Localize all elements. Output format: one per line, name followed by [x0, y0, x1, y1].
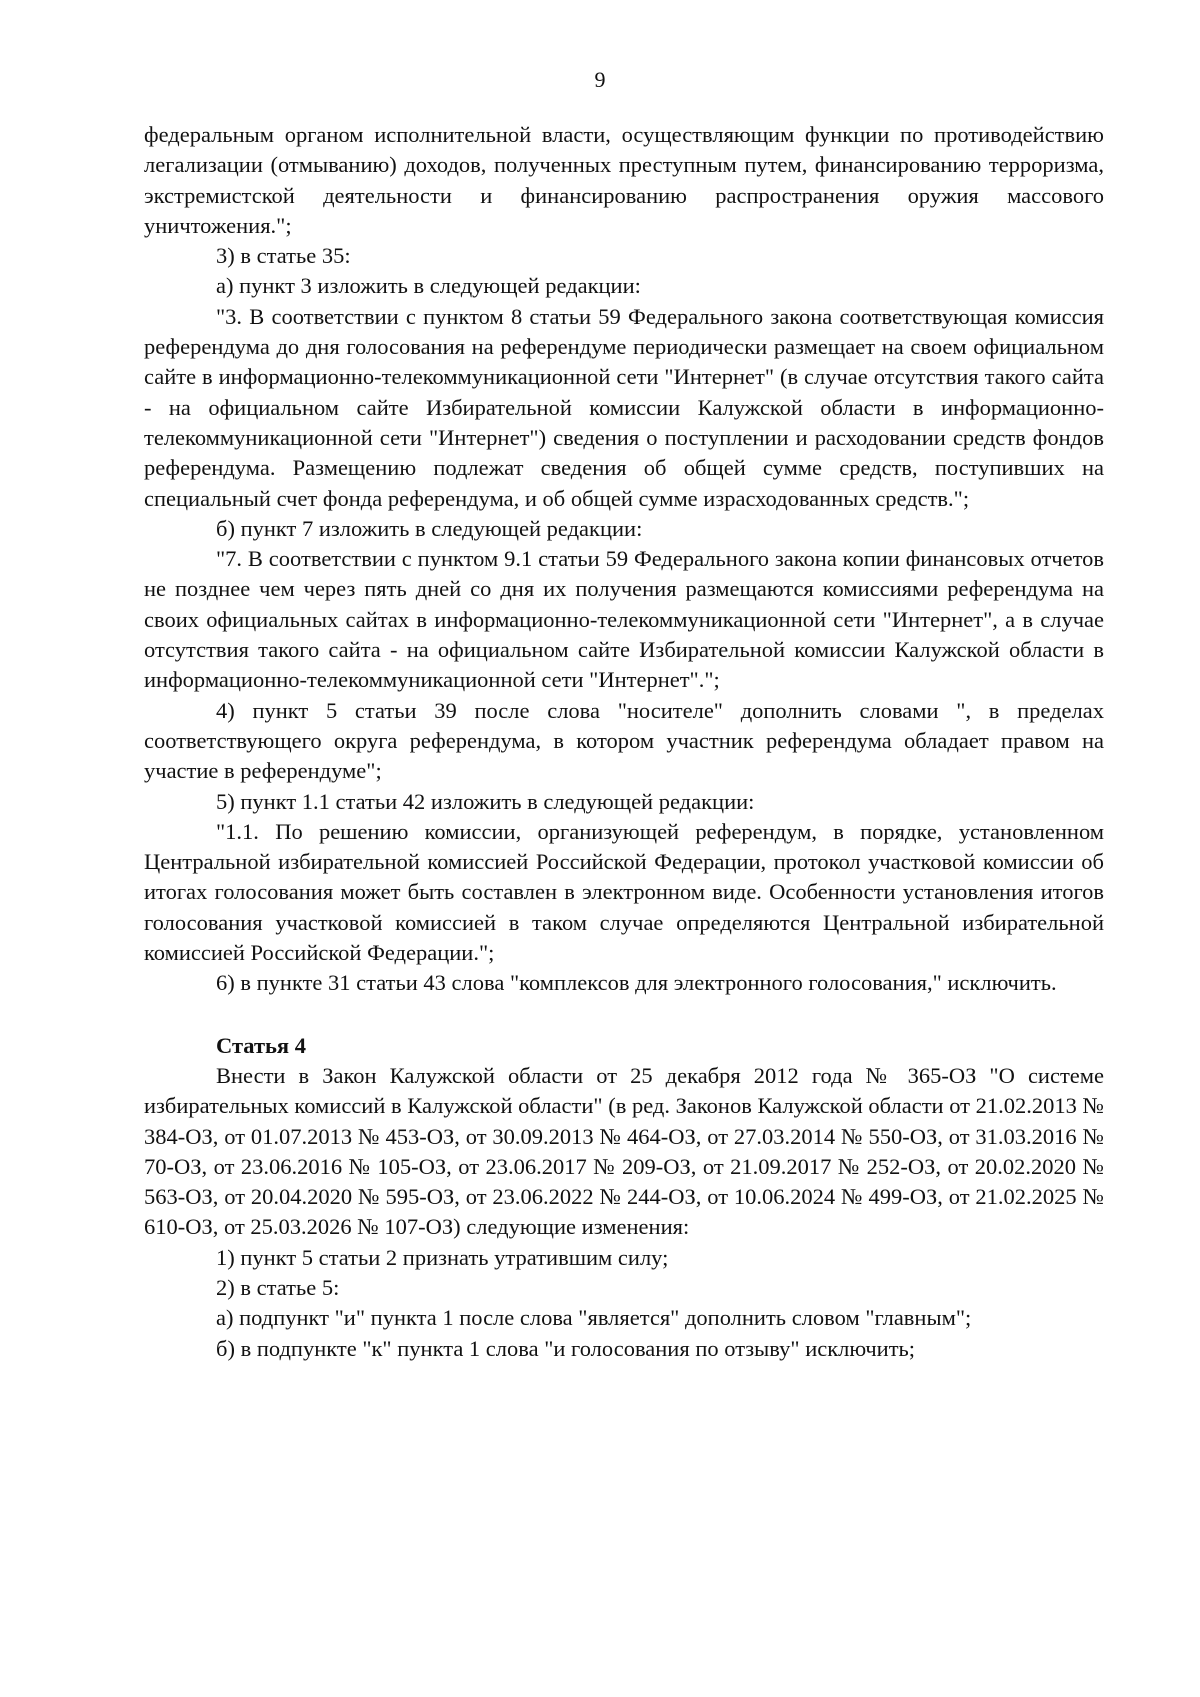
paragraph-item-3: 3) в статье 35: [216, 243, 351, 269]
paragraph-article4-subitem-a: а) подпункт "и" пункта 1 после слова "является" дополнить словом "главным"; [216, 1305, 972, 1331]
paragraph-subitem-a: а) пункт 3 изложить в следующей редакции: [216, 273, 641, 299]
paragraph-continuation: федеральным органом исполнительной власти, осуществляющим функции по противодействию легализации (отмыванию) доходов, полученных преступным путем, финансированию терроризма, экстремистской деятельности и финансированию распространения оружия массового уничтожения."; [144, 122, 1104, 238]
paragraph-article4-item-2: 2) в статье 5: [216, 1274, 340, 1300]
article-heading: Статья 4 [216, 1032, 306, 1058]
paragraph-quote-point-3: "3. В соответствии с пунктом 8 статьи 59 Федерального закона соответствующая комиссия референдума до дня голосования на референдуме периодически размещает на своем официальном сайте в информационно-телекоммуникационной сети "Интернет" (в случае отсутствия такого сайта - на официальном сайте Избирательной комиссии Калужской области в информационно-телекоммуникационной сети "Интернет") сведения о поступлении и расходовании средств фондов референдума. Размещению подлежат сведения об общей сумме средств, поступивших на специальный счет фонда референдума, и об общей сумме израсходованных средств."; [144, 303, 1104, 511]
paragraph-subitem-b: б) пункт 7 изложить в следующей редакции: [216, 515, 643, 541]
page-number: 9 [594, 67, 606, 92]
document-body [144, 120, 1104, 1364]
paragraph-item-6: 6) в пункте 31 статьи 43 слова "комплексов для электронного голосования," исключить. [216, 970, 1057, 996]
paragraph-article4-intro: Внести в Закон Калужской области от 25 декабря 2012 года № 365-ОЗ "О системе избирательных комиссий в Калужской области" (в ред. Законов Калужской области от 21.02.2013 № 384-ОЗ, от 01.07.2013 № 453-ОЗ, от 30.09.2013 № 464-ОЗ, от 27.03.2014 № 550-ОЗ, от 31.03.2016 № 70-ОЗ, от 23.06.2016 № 105-ОЗ, от 23.06.2017 № 209-ОЗ, от 21.09.2017 № 252-ОЗ, от 20.02.2020 № 563-ОЗ, от 20.04.2020 № 595-ОЗ, от 23.06.2022 № 244-ОЗ, от 10.06.2024 № 499-ОЗ, от 21.02.2025 № 610-ОЗ, от 25.03.2026 № 107-ОЗ) следующие изменения: [144, 1062, 1104, 1240]
paragraph-article4-item-1: 1) пункт 5 статьи 2 признать утратившим силу; [216, 1244, 669, 1270]
paragraph-article4-subitem-b: б) в подпункте "к" пункта 1 слова "и голосования по отзыву" исключить; [216, 1335, 916, 1361]
paragraph-quote-point-7: "7. В соответствии с пунктом 9.1 статьи 59 Федерального закона копии финансовых отчетов не позднее чем через пять дней со дня их получения размещаются комиссиями референдума на своих официальных сайтах в информационно-телекоммуникационной сети "Интернет", а в случае отсутствия такого сайта - на официальном сайте Избирательной комиссии Калужской области в информационно-телекоммуникационной сети "Интернет"."; [144, 546, 1104, 693]
paragraph-item-4: 4) пункт 5 статьи 39 после слова "носителе" дополнить словами ", в пределах соответствующего округа референдума, в котором участник референдума обладает правом на участие в референдуме"; [144, 697, 1104, 784]
paragraph-item-5: 5) пункт 1.1 статьи 42 изложить в следующей редакции: [216, 788, 755, 814]
paragraph-quote-point-1-1: "1.1. По решению комиссии, организующей референдум, в порядке, установленном Центральной избирательной комиссией Российской Федерации, протокол участковой комиссии об итогах голосования может быть составлен в электронном виде. Особенности установления итогов голосования участковой комиссией в таком случае определяются Центральной избирательной комиссией Российской Федерации."; [144, 818, 1104, 966]
